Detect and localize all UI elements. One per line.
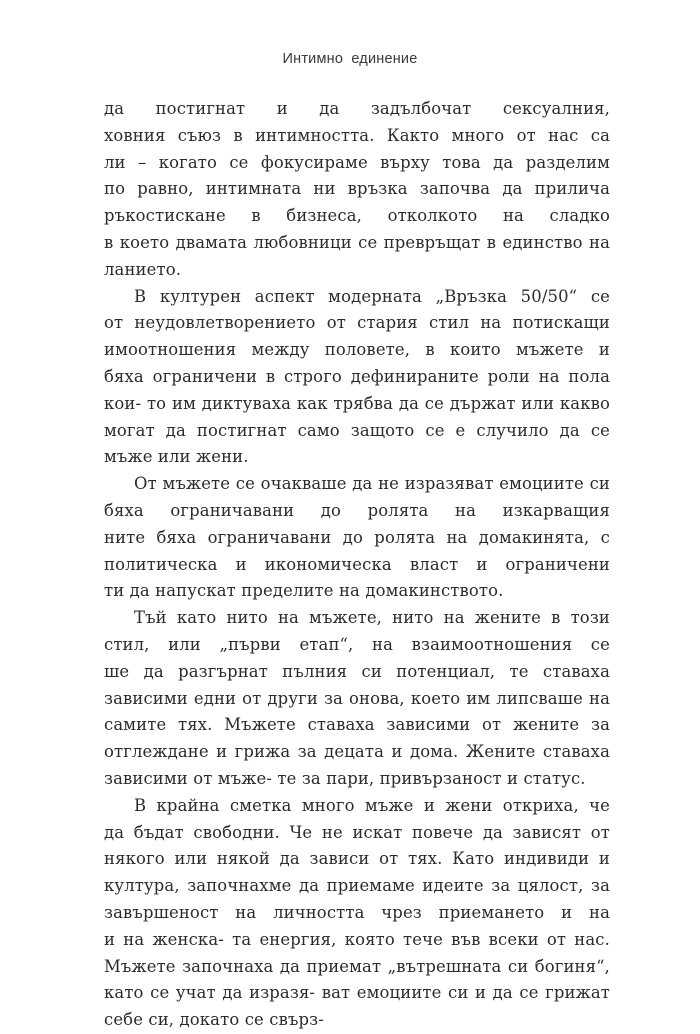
text-line: и на женска- та енергия, която тече във всеки от нас. (104, 929, 610, 949)
text-line: бяха ограничавани до ролята на изкарващия (104, 500, 610, 520)
text-line: като се учат да изразя- ват емоциите си и да се грижат (104, 983, 610, 1003)
text-line: отглеждане и грижа за децата и дома. Жените ставаха (104, 742, 610, 762)
text-line: завършеност на личността чрез приемането и на (104, 902, 610, 922)
paragraph-1 (104, 96, 610, 284)
running-header: Интимно единение (282, 51, 418, 67)
text-line: В крайна сметка много мъже и жени откриха, че (134, 795, 610, 815)
text-line: ховния съюз в интимността. Както много от нас са (104, 125, 610, 145)
paragraph-5 (104, 793, 610, 1034)
text-line: зависими от мъже- те за пари, привързаност и статус. (104, 768, 586, 788)
paragraph-3 (104, 471, 610, 605)
text-line: мъже или жени. (104, 447, 249, 467)
text-line: култура, започнахме да приемаме идеите за цялост, за (104, 876, 610, 896)
text-line: Тъй като нито на мъжете, нито на жените в този (134, 608, 610, 628)
text-line: бяха ограничени в строго дефинираните роли на пола (104, 366, 610, 386)
text-line: От мъжете се очакваше да не изразяват емоциите си (134, 474, 610, 494)
text-line: от неудовлетворението от стария стил на потискащи (104, 313, 610, 333)
text-line: по равно, интимната ни връзка започва да прилича (104, 179, 610, 199)
text-line: ните бяха ограничавани до ролята на домакинята, с (104, 527, 610, 547)
text-line: ти да напускат пределите на домакинството. (104, 581, 504, 601)
text-line: стил, или „първи етап“, на взаимоотношения се (104, 634, 610, 654)
text-line: себе си, докато се свърз- (104, 1010, 324, 1030)
text-line: самите тях. Мъжете ставаха зависими от жените за (104, 715, 610, 735)
text-line: някого или някой да зависи от тях. Като индивиди и (104, 849, 610, 869)
text-line: ли – когато се фокусираме върху това да разделим (104, 152, 610, 172)
text-line: ръкостискане в бизнеса, отколкото на сладко (104, 206, 610, 226)
text-line: политическа и икономическа власт и ограничени (104, 554, 610, 574)
text-line: могат да постигнат само защото се е случило да се (104, 420, 610, 440)
body-text (104, 96, 610, 1034)
text-line: ше да разгърнат пълния си потенциал, те ставаха (104, 661, 610, 681)
text-line: ланието. (104, 259, 182, 279)
text-line: да постигнат и да задълбочат сексуалния, (104, 99, 610, 118)
text-line: имоотношения между половете, в които мъжете и (104, 340, 610, 360)
text-line: кои- то им диктуваха как трябва да се държат или какво (104, 393, 610, 413)
text-line: в което двамата любовници се превръщат в единство на (104, 232, 610, 252)
text-line: зависими едни от други за онова, което им липсваше на (104, 688, 610, 708)
text-line: да бъдат свободни. Че не искат повече да зависят от (104, 822, 610, 842)
text-line: Мъжете започнаха да приемат „вътрешната си богиня“, (104, 956, 610, 976)
text-line: В културен аспект модерната „Връзка 50/50“ се (134, 286, 610, 306)
paragraph-2 (104, 284, 610, 472)
paragraph-4 (104, 605, 610, 793)
